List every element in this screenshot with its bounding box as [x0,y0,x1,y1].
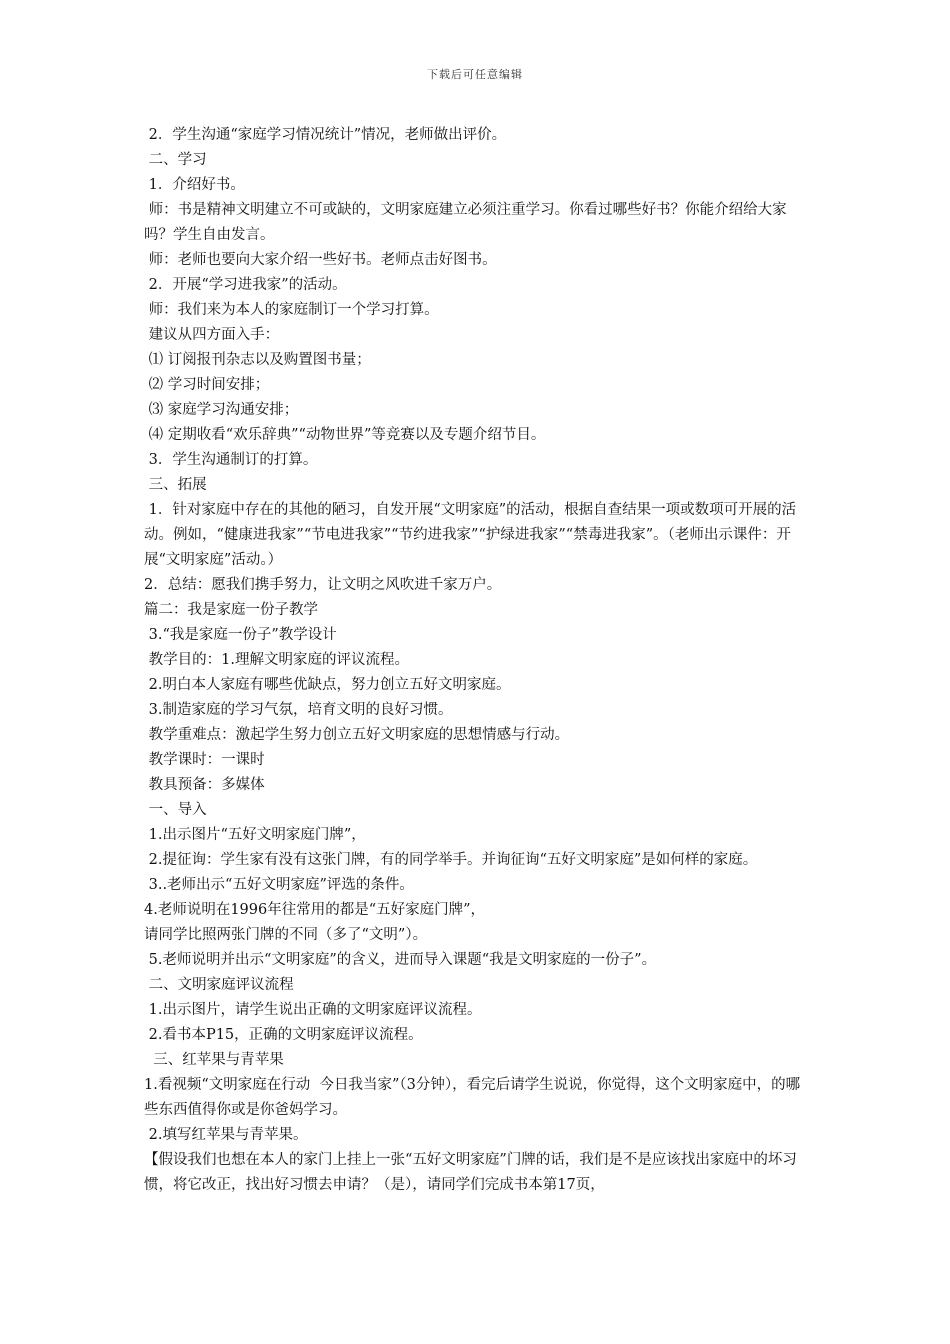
text-line: 三、红苹果与青苹果 [144,1052,284,1068]
text-line: 【假设我们也想在本人的家门上挂上一张“五好文明家庭”门牌的话，我们是不是应该找出家庭中的坏习惯，将它改正，找出好习惯去申请？（是），请同学们完成书本第17页， [144,1152,797,1193]
text-line: 1.出示图片“五好文明家庭门牌”， [144,827,366,843]
text-line: 2.填写红苹果与青苹果。 [144,1127,308,1143]
text-line: 1．针对家庭中存在的其他的陋习，自发开展“文明家庭”的活动，根据自查结果一项或数项可开展的活动。例如，“健康进我家”“节电进我家”“节约进我家”“护绿进我家”“禁毒进我家”。（老师出示课件：开展“文明家庭”活动。） [144,502,797,568]
text-line: 三、拓展 [144,477,207,493]
text-line: 2．开展“学习进我家”的活动。 [144,277,347,293]
text-line: 4.老师说明在1996年往常用的都是“五好家庭门牌”， [144,902,486,918]
text-line: 请同学比照两张门牌的不同（多了“文明”）。 [144,927,428,943]
text-line: ⑶ 家庭学习沟通安排； [144,402,299,418]
text-line: 2.提征询：学生家有没有这张门牌，有的同学举手。并询征询“五好文明家庭”是如何样的家庭。 [144,852,758,868]
text-line: 师：我们来为本人的家庭制订一个学习打算。 [144,302,439,318]
text-line: 二、文明家庭评议流程 [144,977,294,993]
document-body [144,123,808,1198]
text-line: 师：老师也要向大家介绍一些好书。老师点击好图书。 [144,252,497,268]
text-line: ⑷ 定期收看“欢乐辞典”“动物世界”等竞赛以及专题介绍节目。 [144,427,546,443]
text-line: 2.看书本P15，正确的文明家庭评议流程。 [144,1027,423,1043]
text-line: 2．学生沟通“家庭学习情况统计”情况，老师做出评价。 [144,127,507,143]
text-line: 教学重难点：激起学生努力创立五好文明家庭的思想情感与行动。 [144,727,570,743]
text-line: 5.老师说明并出示“文明家庭”的含义，进而导入课题“我是文明家庭的一份子”。 [144,952,657,968]
text-line: 3．学生沟通制订的打算。 [144,452,318,468]
text-line: 教具预备：多媒体 [144,777,265,793]
text-line: 1.出示图片，请学生说出正确的文明家庭评议流程。 [144,1002,482,1018]
text-line: ⑴ 订阅报刊杂志以及购置图书量； [144,352,371,368]
text-line: 师：书是精神文明建立不可或缺的，文明家庭建立必须注重学习。你看过哪些好书？你能介绍给大家吗？学生自由发言。 [144,202,787,243]
text-line: 二、学习 [144,152,207,168]
text-line: 1．介绍好书。 [144,177,245,193]
text-line: 3.制造家庭的学习气氛，培育文明的良好习惯。 [144,702,453,718]
text-line: 1.看视频“文明家庭在行动 今日我当家”（3分钟），看完后请学生说说，你觉得，这个文明家庭中，的哪些东西值得你或是你爸妈学习。 [144,1077,801,1118]
text-line: 教学课时：一课时 [144,752,265,768]
text-line: 3.“我是家庭一份子”教学设计 [144,627,337,643]
text-line: 教学目的：1.理解文明家庭的评议流程。 [144,652,409,668]
text-line: ⑵ 学习时间安排； [144,377,270,393]
text-line: 一、导入 [144,802,207,818]
text-line: 2．总结：愿我们携手努力，让文明之风吹进千家万户。 [144,577,502,593]
text-line: 3..老师出示“五好文明家庭”评选的条件。 [144,877,414,893]
page-header: 下载后可任意编辑 [427,68,523,81]
text-line: 建议从四方面入手： [144,327,280,343]
text-line: 篇二：我是家庭一份子教学 [144,602,318,618]
text-line: 2.明白本人家庭有哪些优缺点，努力创立五好文明家庭。 [144,677,511,693]
